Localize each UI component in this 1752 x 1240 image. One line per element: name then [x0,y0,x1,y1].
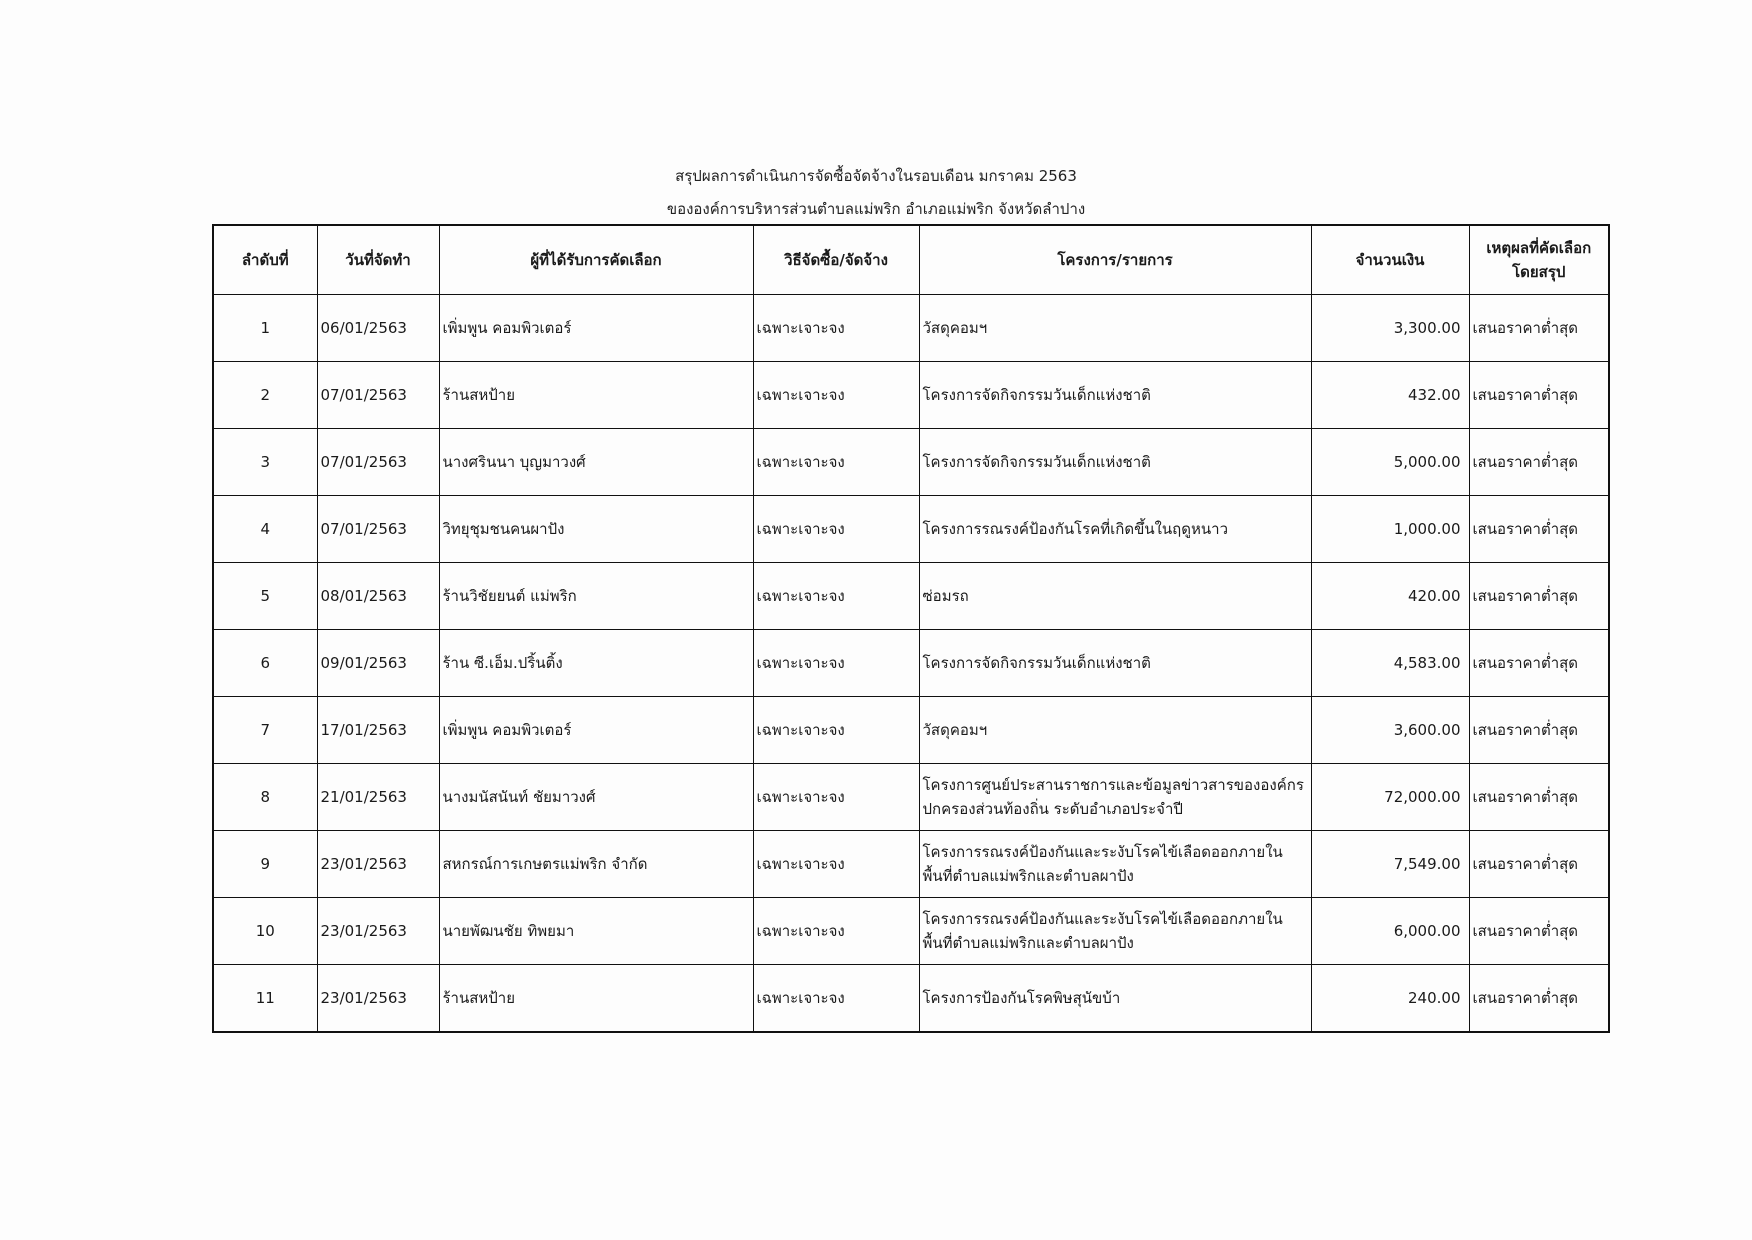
cell-project: โครงการรณรงค์ป้องกันโรคที่เกิดขึ้นในฤดูหนาว [919,496,1311,563]
cell-no: 4 [213,496,317,563]
cell-reason: เสนอราคาต่ำสุด [1469,295,1609,362]
cell-amount: 1,000.00 [1311,496,1469,563]
cell-name: เพิ่มพูน คอมพิวเตอร์ [439,295,753,362]
cell-amount: 6,000.00 [1311,898,1469,965]
table-row [213,697,1609,764]
cell-method: เฉพาะเจาะจง [753,764,919,831]
cell-reason: เสนอราคาต่ำสุด [1469,831,1609,898]
cell-amount: 3,600.00 [1311,697,1469,764]
cell-name: นางศรินนา บุญมาวงศ์ [439,429,753,496]
cell-name: สหกรณ์การเกษตรแม่พริก จำกัด [439,831,753,898]
cell-no: 8 [213,764,317,831]
cell-date: 21/01/2563 [317,764,439,831]
cell-project: โครงการศูนย์ประสานราชการและข้อมูลข่าวสารขององค์กรปกครองส่วนท้องถิ่น ระดับอำเภอประจำปี [919,764,1311,831]
cell-no: 5 [213,563,317,630]
cell-name: นายพัฒนชัย ทิพยมา [439,898,753,965]
cell-method: เฉพาะเจาะจง [753,496,919,563]
cell-no: 2 [213,362,317,429]
title-line-1: สรุปผลการดำเนินการจัดซื้อจัดจ้างในรอบเดือน มกราคม 2563 [675,167,1077,185]
table-header-row [213,225,1609,295]
cell-name: เพิ่มพูน คอมพิวเตอร์ [439,697,753,764]
cell-date: 07/01/2563 [317,362,439,429]
cell-reason: เสนอราคาต่ำสุด [1469,429,1609,496]
cell-name: ร้านวิชัยยนต์ แม่พริก [439,563,753,630]
cell-date: 07/01/2563 [317,429,439,496]
cell-date: 23/01/2563 [317,831,439,898]
procurement-table-wrapper [212,224,1608,1033]
table-row [213,898,1609,965]
cell-reason: เสนอราคาต่ำสุด [1469,630,1609,697]
cell-method: เฉพาะเจาะจง [753,630,919,697]
cell-project: โครงการรณรงค์ป้องกันและระงับโรคไข้เลือดออกภายในพื้นที่ตำบลแม่พริกและตำบลผาปัง [919,831,1311,898]
table-row [213,362,1609,429]
cell-reason: เสนอราคาต่ำสุด [1469,965,1609,1033]
cell-method: เฉพาะเจาะจง [753,295,919,362]
cell-project: โครงการจัดกิจกรรมวันเด็กแห่งชาติ [919,429,1311,496]
cell-method: เฉพาะเจาะจง [753,429,919,496]
table-row [213,496,1609,563]
cell-date: 09/01/2563 [317,630,439,697]
header-amount: จำนวนเงิน [1311,225,1469,295]
cell-amount: 7,549.00 [1311,831,1469,898]
header-date: วันที่จัดทำ [317,225,439,295]
table-body [213,295,1609,1033]
cell-project: โครงการจัดกิจกรรมวันเด็กแห่งชาติ [919,362,1311,429]
cell-reason: เสนอราคาต่ำสุด [1469,362,1609,429]
cell-reason: เสนอราคาต่ำสุด [1469,496,1609,563]
cell-amount: 72,000.00 [1311,764,1469,831]
cell-reason: เสนอราคาต่ำสุด [1469,764,1609,831]
cell-project: โครงการรณรงค์ป้องกันและระงับโรคไข้เลือดออกภายในพื้นที่ตำบลแม่พริกและตำบลผาปัง [919,898,1311,965]
table-row [213,429,1609,496]
cell-project: ซ่อมรถ [919,563,1311,630]
cell-method: เฉพาะเจาะจง [753,362,919,429]
cell-name: นางมนัสนันท์ ชัยมาวงศ์ [439,764,753,831]
procurement-table [212,224,1610,1033]
table-row [213,295,1609,362]
cell-date: 23/01/2563 [317,965,439,1033]
cell-amount: 420.00 [1311,563,1469,630]
cell-reason: เสนอราคาต่ำสุด [1469,697,1609,764]
cell-method: เฉพาะเจาะจง [753,965,919,1033]
cell-amount: 240.00 [1311,965,1469,1033]
header-no: ลำดับที่ [213,225,317,295]
cell-amount: 5,000.00 [1311,429,1469,496]
cell-name: ร้าน ซี.เอ็ม.ปริ้นติ้ง [439,630,753,697]
cell-date: 08/01/2563 [317,563,439,630]
cell-method: เฉพาะเจาะจง [753,697,919,764]
title-line-2: ขององค์การบริหารส่วนตำบลแม่พริก อำเภอแม่พริก จังหวัดลำปาง [666,200,1086,218]
cell-project: วัสดุคอมฯ [919,295,1311,362]
header-name: ผู้ที่ได้รับการคัดเลือก [439,225,753,295]
table-row [213,563,1609,630]
cell-name: ร้านสหป้าย [439,362,753,429]
table-row [213,764,1609,831]
cell-method: เฉพาะเจาะจง [753,898,919,965]
cell-project: โครงการป้องกันโรคพิษสุนัขบ้า [919,965,1311,1033]
cell-date: 23/01/2563 [317,898,439,965]
cell-method: เฉพาะเจาะจง [753,563,919,630]
cell-no: 6 [213,630,317,697]
table-row [213,630,1609,697]
header-method: วิธีจัดซื้อ/จัดจ้าง [753,225,919,295]
cell-date: 06/01/2563 [317,295,439,362]
header-reason: เหตุผลที่คัดเลือก โดยสรุป [1469,225,1609,295]
table-row [213,965,1609,1033]
cell-date: 17/01/2563 [317,697,439,764]
cell-project: โครงการจัดกิจกรรมวันเด็กแห่งชาติ [919,630,1311,697]
cell-no: 10 [213,898,317,965]
cell-amount: 432.00 [1311,362,1469,429]
cell-no: 1 [213,295,317,362]
cell-no: 11 [213,965,317,1033]
cell-no: 9 [213,831,317,898]
cell-reason: เสนอราคาต่ำสุด [1469,898,1609,965]
cell-name: ร้านสหป้าย [439,965,753,1033]
table-row [213,831,1609,898]
cell-reason: เสนอราคาต่ำสุด [1469,563,1609,630]
cell-no: 3 [213,429,317,496]
cell-no: 7 [213,697,317,764]
cell-amount: 3,300.00 [1311,295,1469,362]
document-title [0,160,1752,226]
cell-method: เฉพาะเจาะจง [753,831,919,898]
cell-project: วัสดุคอมฯ [919,697,1311,764]
cell-date: 07/01/2563 [317,496,439,563]
cell-amount: 4,583.00 [1311,630,1469,697]
cell-name: วิทยุชุมชนคนผาปัง [439,496,753,563]
header-project: โครงการ/รายการ [919,225,1311,295]
